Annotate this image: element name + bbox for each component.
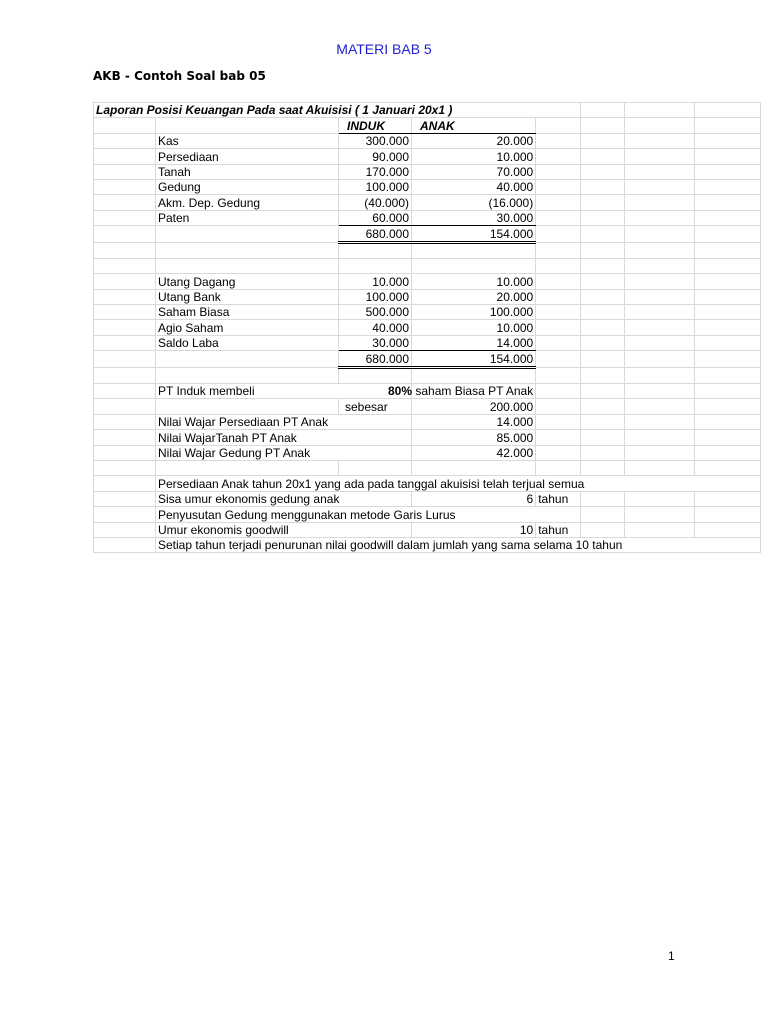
note-sisa-umur-label: Sisa umur ekonomis gedung anak bbox=[156, 491, 412, 506]
note-goodwill-label: Umur ekonomis goodwill bbox=[156, 522, 412, 537]
row-label: Saham Biasa bbox=[156, 305, 339, 320]
row-label: Gedung bbox=[156, 179, 339, 194]
note-row bbox=[94, 507, 761, 522]
table-row: Gedung 100.000 40.000 bbox=[94, 179, 761, 194]
assets-total-anak: 154.000 bbox=[412, 226, 536, 242]
table-row: Saldo Laba 30.000 14.000 bbox=[94, 335, 761, 350]
note-row bbox=[94, 491, 761, 506]
purchase-amount: 200.000 bbox=[412, 399, 536, 414]
table-row: Agio Saham 40.000 10.000 bbox=[94, 320, 761, 335]
table-row: Tanah 170.000 70.000 bbox=[94, 164, 761, 179]
purchase-percent: 80% bbox=[388, 384, 413, 399]
table-row: Kas 300.000 20.000 bbox=[94, 133, 761, 148]
note-penyusutan: Penyusutan Gedung menggunakan metode Garis Lurus bbox=[156, 507, 581, 522]
purchase-label: PT Induk membeli bbox=[156, 384, 412, 399]
row-label: Paten bbox=[156, 210, 339, 225]
sebesar-label: sebesar bbox=[339, 399, 412, 414]
row-label: Saldo Laba bbox=[156, 335, 339, 350]
note-sisa-umur-value: 6 bbox=[412, 491, 536, 506]
table-row: Saham Biasa 500.000 100.000 bbox=[94, 305, 761, 320]
note-sisa-umur-unit: tahun bbox=[536, 491, 581, 506]
table-row: Nilai Wajar Gedung PT Anak 42.000 bbox=[94, 445, 761, 460]
note-row bbox=[94, 522, 761, 537]
header-anak: ANAK bbox=[412, 118, 536, 133]
table-row: Nilai Wajar Persediaan PT Anak 14.000 bbox=[94, 414, 761, 429]
table-row: Nilai WajarTanah PT Anak 85.000 bbox=[94, 430, 761, 445]
note-goodwill: Setiap tahun terjadi penurunan nilai goodwill dalam jumlah yang sama selama 10 tahun bbox=[156, 537, 761, 552]
table-row: Utang Bank 100.000 20.000 bbox=[94, 289, 761, 304]
row-label: Tanah bbox=[156, 164, 339, 179]
table-row: Paten 60.000 30.000 bbox=[94, 210, 761, 225]
header-induk: INDUK bbox=[339, 118, 412, 133]
header-row bbox=[94, 118, 761, 133]
purchase-object: saham Biasa PT Anak bbox=[415, 384, 534, 399]
subtitle: AKB - Contoh Soal bab 05 bbox=[93, 69, 266, 83]
liabilities-total-induk: 680.000 bbox=[339, 351, 412, 367]
row-label: Utang Dagang bbox=[156, 274, 339, 289]
row-label: Akm. Dep. Gedung bbox=[156, 195, 339, 210]
balance-sheet-table bbox=[93, 102, 761, 553]
table-row: Persediaan 90.000 10.000 bbox=[94, 149, 761, 164]
purchase-row bbox=[94, 384, 761, 399]
page-title: MATERI BAB 5 bbox=[336, 41, 432, 57]
note-row bbox=[94, 537, 761, 552]
table-title-row bbox=[94, 103, 761, 118]
table-row: Akm. Dep. Gedung (40.000) (16.000) bbox=[94, 195, 761, 210]
table-row: Utang Dagang 10.000 10.000 bbox=[94, 274, 761, 289]
liabilities-total-row bbox=[94, 351, 761, 367]
note-row bbox=[94, 476, 761, 491]
note-persediaan: Persediaan Anak tahun 20x1 yang ada pada tanggal akuisisi telah terjual semua bbox=[156, 476, 761, 491]
row-label: Kas bbox=[156, 133, 339, 148]
note-goodwill-value: 10 bbox=[412, 522, 536, 537]
liabilities-total-anak: 154.000 bbox=[412, 351, 536, 367]
purchase-amount-row bbox=[94, 399, 761, 414]
row-label: Agio Saham bbox=[156, 320, 339, 335]
table-title: Laporan Posisi Keuangan Pada saat Akuisisi ( 1 Januari 20x1 ) bbox=[94, 103, 581, 118]
page-number: 1 bbox=[668, 949, 675, 963]
assets-total-row bbox=[94, 226, 761, 242]
row-label: Utang Bank bbox=[156, 289, 339, 304]
note-goodwill-unit: tahun bbox=[536, 522, 581, 537]
row-label: Persediaan bbox=[156, 149, 339, 164]
assets-total-induk: 680.000 bbox=[339, 226, 412, 242]
